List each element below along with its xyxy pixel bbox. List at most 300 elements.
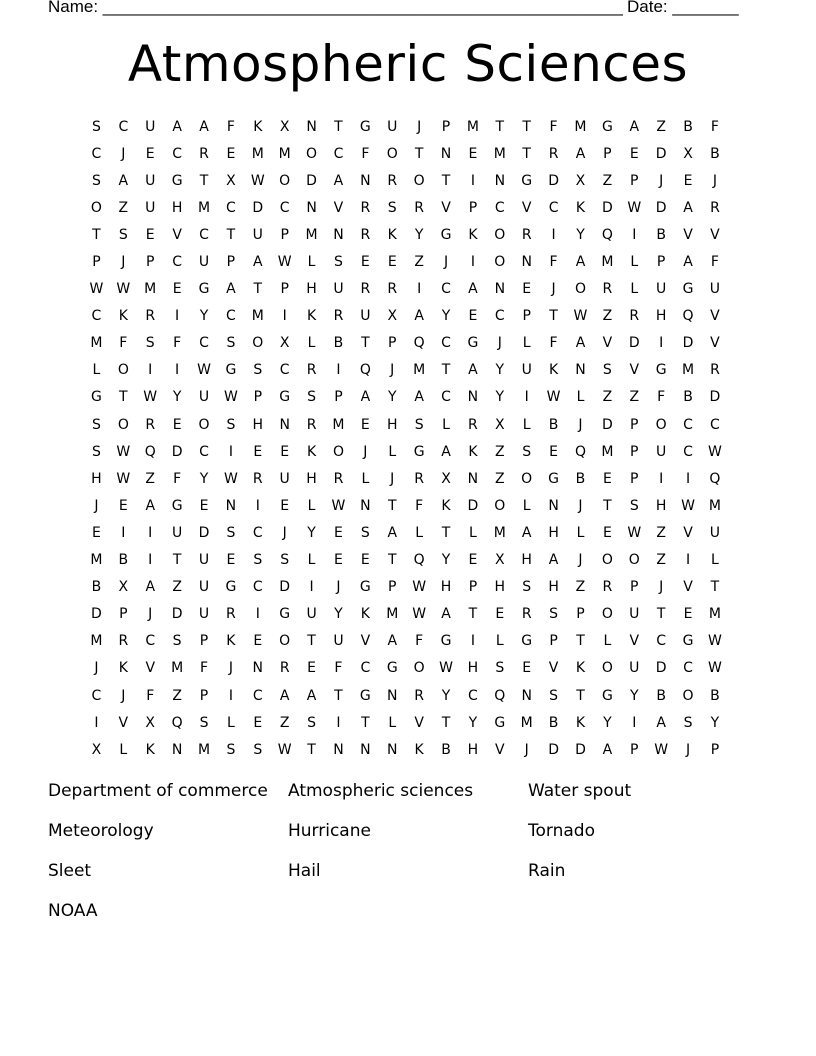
grid-letter: W [546,389,561,406]
grid-letter: B [656,687,666,704]
grid-letter: I [148,362,153,379]
grid-letter: H [171,199,183,216]
grid-letter: C [683,416,693,433]
grid-letter: V [333,199,344,216]
grid-letter: Y [710,714,720,731]
grid-letter: O [279,172,291,189]
grid-letter: W [277,741,292,758]
grid-letter: D [548,741,559,758]
grid-letter: I [228,687,233,704]
grid-letter: N [467,389,479,406]
grid-letter: P [334,389,343,406]
grid-letter: A [468,362,478,379]
grid-letter: U [198,606,210,623]
grid-letter: N [387,687,398,704]
grid-letter: H [440,579,452,596]
grid-letter: G [386,660,398,677]
grid-letter: S [522,443,532,460]
grid-letter: X [495,552,505,569]
grid-letter: E [387,254,397,271]
grid-letter: S [199,714,209,731]
grid-letter: T [361,335,370,352]
grid-letter: T [441,172,451,189]
grid-letter: A [279,687,290,704]
word-list-item: Water spout [528,781,632,801]
grid-letter: H [655,497,667,514]
grid-letter: P [603,145,612,162]
grid-letter: C [279,199,290,216]
grid-letter: G [359,687,371,704]
grid-letter: S [522,579,532,596]
grid-row [83,384,733,411]
grid-row [83,167,733,194]
grid-letter: S [92,416,101,433]
grid-letter: S [307,714,317,731]
grid-letter: R [710,199,720,216]
grid-letter: T [172,552,182,569]
grid-letter: D [628,335,640,352]
grid-letter: E [145,145,155,162]
grid-letter: P [522,308,531,325]
grid-letter: O [521,470,533,487]
grid-letter: A [683,199,693,216]
grid-letter: D [467,497,479,514]
grid-letter: F [146,687,155,704]
grid-letter: A [118,172,129,189]
grid-letter: Q [494,687,506,704]
grid-letter: A [387,524,398,541]
grid-letter: C [91,687,102,704]
grid-letter: S [602,362,612,379]
grid-letter: Y [629,687,639,704]
grid-letter: B [683,389,693,406]
grid-letter: I [417,281,422,298]
grid-row [83,221,733,248]
grid-letter: E [549,443,559,460]
grid-letter: E [683,172,693,189]
grid-letter: K [575,660,586,677]
grid-letter: T [226,226,236,243]
grid-letter: V [710,226,720,243]
grid-letter: N [521,687,532,704]
word-list-item: Hurricane [288,821,371,841]
grid-letter: N [171,741,183,758]
grid-letter: I [524,389,529,406]
grid-letter: L [415,524,424,541]
grid-letter: B [333,335,344,352]
grid-letter: J [121,145,126,162]
grid-letter: W [116,443,131,460]
grid-letter: D [548,172,559,189]
grid-letter: T [603,497,612,514]
grid-letter: X [575,172,586,189]
grid-letter: Y [576,226,585,243]
grid-letter: U [521,362,532,379]
grid-letter: Y [387,389,397,406]
grid-letter: F [415,633,424,650]
grid-letter: Q [709,470,721,487]
grid-letter: G [225,362,237,379]
grid-letter: G [279,389,291,406]
grid-letter: B [118,552,129,569]
grid-letter: Z [172,687,182,704]
grid-letter: U [145,118,156,135]
grid-letter: K [145,741,155,758]
grid-row [83,438,733,465]
grid-letter: P [630,443,639,460]
grid-letter: O [117,362,129,379]
grid-letter: F [119,335,128,352]
grid-letter: Y [414,226,424,243]
grid-letter: D [252,199,264,216]
grid-letter: D [709,389,721,406]
grid-letter: V [683,579,693,596]
grid-letter: Z [602,308,613,325]
grid-letter: F [415,497,424,514]
grid-letter: N [225,497,237,514]
grid-letter: W [627,524,642,541]
grid-letter: K [468,226,478,243]
grid-letter: H [467,741,479,758]
grid-letter: E [334,524,343,541]
grid-letter: N [548,497,559,514]
grid-letter: D [171,606,183,623]
grid-row [83,519,733,546]
grid-letter: L [603,633,612,650]
grid-letter: E [468,145,478,162]
grid-letter: R [710,362,720,379]
grid-letter: M [708,606,721,623]
grid-letter: E [629,145,639,162]
grid-letter: M [251,308,264,325]
grid-letter: A [333,172,344,189]
grid-letter: E [468,552,478,569]
grid-letter: I [685,470,691,487]
grid-row [83,465,733,492]
grid-letter: P [630,579,639,596]
grid-letter: N [360,741,371,758]
grid-letter: Y [199,308,209,325]
grid-letter: X [279,335,290,352]
grid-letter: E [522,660,532,677]
grid-letter: I [175,308,180,325]
grid-letter: O [413,172,425,189]
word-list [48,778,768,938]
grid-letter: K [360,606,370,623]
grid-letter: C [226,199,236,216]
grid-letter: V [495,741,505,758]
grid-letter: Q [413,552,425,569]
grid-letter: R [226,606,236,623]
grid-letter: T [119,389,128,406]
grid-letter: O [306,145,318,162]
grid-letter: C [252,579,263,596]
grid-letter: C [683,443,693,460]
grid-letter: R [199,145,209,162]
grid-letter: L [307,335,316,352]
grid-letter: X [118,579,129,596]
grid-letter: R [602,281,613,298]
grid-letter: N [306,118,317,135]
grid-letter: M [305,226,318,243]
grid-letter: R [145,308,156,325]
grid-letter: K [575,199,586,216]
grid-letter: U [656,281,667,298]
grid-letter: W [708,633,722,650]
grid-letter: V [710,335,720,352]
grid-letter: I [336,714,341,731]
grid-letter: H [521,552,532,569]
grid-letter: U [629,660,640,677]
grid-letter: S [145,335,155,352]
grid-letter: Z [495,443,505,460]
grid-letter: A [575,335,586,352]
grid-letter: Z [602,389,613,406]
grid-letter: O [494,226,506,243]
grid-letter: L [630,281,639,298]
grid-letter: A [145,579,156,596]
grid-letter: A [575,145,586,162]
grid-letter: C [494,308,505,325]
grid-letter: A [548,552,559,569]
grid-letter: E [602,524,612,541]
grid-letter: U [198,579,210,596]
word-list-item: Hail [288,861,321,881]
grid-letter: J [659,579,664,596]
grid-letter: U [306,606,317,623]
grid-letter: T [387,497,397,514]
grid-letter: T [441,362,451,379]
grid-letter: E [360,552,370,569]
grid-letter: R [279,660,290,677]
grid-letter: E [199,497,209,514]
grid-letter: D [198,524,210,541]
grid-row [83,547,733,574]
grid-row [83,248,733,275]
grid-row [83,276,733,303]
grid-letter: C [172,145,182,162]
grid-letter: Y [334,606,343,623]
grid-row [83,140,733,167]
grid-letter: Z [602,172,613,189]
grid-letter: L [119,741,128,758]
grid-letter: T [710,579,720,596]
grid-letter: F [710,254,719,271]
grid-row [83,194,733,221]
grid-letter: C [441,281,451,298]
grid-letter: W [681,497,695,514]
grid-letter: K [306,308,317,325]
grid-letter: A [199,118,209,135]
grid-letter: G [198,281,210,298]
grid-letter: W [627,199,642,216]
grid-letter: R [414,199,424,216]
grid-letter: G [359,118,371,135]
grid-letter: M [681,362,695,379]
grid-letter: C [656,633,667,650]
grid-letter: M [90,633,103,650]
grid-letter: B [683,118,693,135]
grid-letter: S [226,416,236,433]
grid-letter: J [94,660,99,677]
grid-letter: Z [656,524,666,541]
grid-letter: I [336,362,341,379]
grid-letter: G [682,281,694,298]
grid-letter: M [197,199,211,216]
grid-letter: E [360,416,370,433]
grid-letter: T [522,118,531,135]
grid-letter: C [279,362,290,379]
grid-letter: N [333,741,344,758]
grid-letter: V [118,714,129,731]
grid-letter: P [92,254,101,271]
grid-letter: E [172,416,182,433]
grid-letter: F [549,335,558,352]
grid-letter: M [493,145,506,162]
grid-letter: E [522,281,532,298]
grid-letter: W [89,281,104,298]
grid-letter: S [414,416,424,433]
grid-letter: G [440,226,452,243]
grid-letter: G [225,579,237,596]
grid-letter: M [601,254,614,271]
grid-letter: I [659,335,664,352]
grid-letter: G [440,633,452,650]
grid-letter: K [118,660,128,677]
grid-letter: O [332,443,344,460]
grid-letter: L [442,416,450,433]
grid-letter: V [629,633,640,650]
grid-letter: N [521,254,532,271]
grid-letter: S [226,524,236,541]
grid-letter: B [91,579,102,596]
grid-letter: T [468,606,478,623]
grid-letter: J [551,281,556,298]
grid-letter: L [307,254,316,271]
grid-letter: E [226,552,236,569]
grid-letter: D [575,741,586,758]
grid-letter: X [683,145,693,162]
grid-letter: A [414,389,424,406]
grid-letter: J [443,254,449,271]
grid-letter: K [441,497,451,514]
grid-letter: A [683,254,693,271]
grid-letter: Z [575,579,586,596]
grid-letter: X [91,741,102,758]
grid-letter: E [468,308,478,325]
grid-letter: F [549,118,558,135]
grid-letter: C [145,633,156,650]
grid-letter: D [655,199,667,216]
grid-letter: Q [682,308,694,325]
grid-letter: N [494,281,506,298]
grid-row [83,574,733,601]
name-field[interactable]: Name: _______________________________________________________ [48,0,623,16]
grid-letter: U [198,254,210,271]
grid-letter: J [336,579,341,596]
grid-letter: A [575,254,586,271]
grid-letter: X [387,308,398,325]
grid-letter: G [467,335,479,352]
grid-letter: D [91,606,102,623]
grid-letter: Q [144,443,156,460]
grid-letter: E [253,714,263,731]
grid-letter: O [601,606,613,623]
grid-letter: C [91,145,102,162]
grid-letter: S [549,606,559,623]
grid-letter: C [441,335,451,352]
grid-letter: T [576,687,585,704]
grid-letter: M [332,416,345,433]
grid-letter: Y [441,552,451,569]
grid-letter: S [226,741,236,758]
grid-letter: Z [414,254,424,271]
grid-letter: C [252,524,263,541]
grid-letter: J [363,443,368,460]
grid-letter: T [253,281,263,298]
grid-row [83,655,733,682]
grid-letter: V [683,226,693,243]
grid-letter: H [494,579,506,596]
grid-row [83,330,733,357]
grid-letter: Y [495,389,505,406]
grid-letter: G [521,633,533,650]
grid-letter: U [252,226,263,243]
grid-letter: W [223,389,238,406]
grid-letter: P [388,579,397,596]
grid-letter: M [144,281,157,298]
grid-letter: S [118,226,128,243]
grid-letter: A [521,524,532,541]
grid-letter: C [333,145,344,162]
grid-letter: M [493,524,506,541]
grid-letter: F [657,389,666,406]
grid-letter: T [334,687,343,704]
grid-letter: Y [441,308,451,325]
grid-row [83,736,733,763]
grid-letter: L [469,524,477,541]
grid-letter: K [468,443,478,460]
grid-letter: I [228,443,233,460]
grid-letter: N [440,145,452,162]
grid-letter: L [388,443,397,460]
grid-letter: U [145,199,156,216]
grid-letter: F [710,118,719,135]
grid-letter: R [145,416,156,433]
grid-letter: Q [574,443,586,460]
grid-letter: W [116,470,131,487]
grid-letter: E [280,497,290,514]
grid-letter: R [360,281,371,298]
grid-letter: R [306,416,317,433]
grid-letter: E [334,552,343,569]
grid-letter: G [521,172,533,189]
grid-letter: S [280,552,290,569]
grid-letter: O [655,416,667,433]
grid-letter: H [655,308,667,325]
grid-letter: J [578,552,583,569]
grid-letter: R [387,172,398,189]
grid-letter: G [601,687,613,704]
grid-letter: V [521,199,532,216]
grid-letter: R [548,145,559,162]
grid-letter: O [198,416,210,433]
grid-letter: D [279,579,291,596]
grid-letter: U [387,118,398,135]
grid-letter: P [576,606,585,623]
grid-letter: J [390,362,395,379]
date-field[interactable]: Date: _______ [627,0,739,16]
